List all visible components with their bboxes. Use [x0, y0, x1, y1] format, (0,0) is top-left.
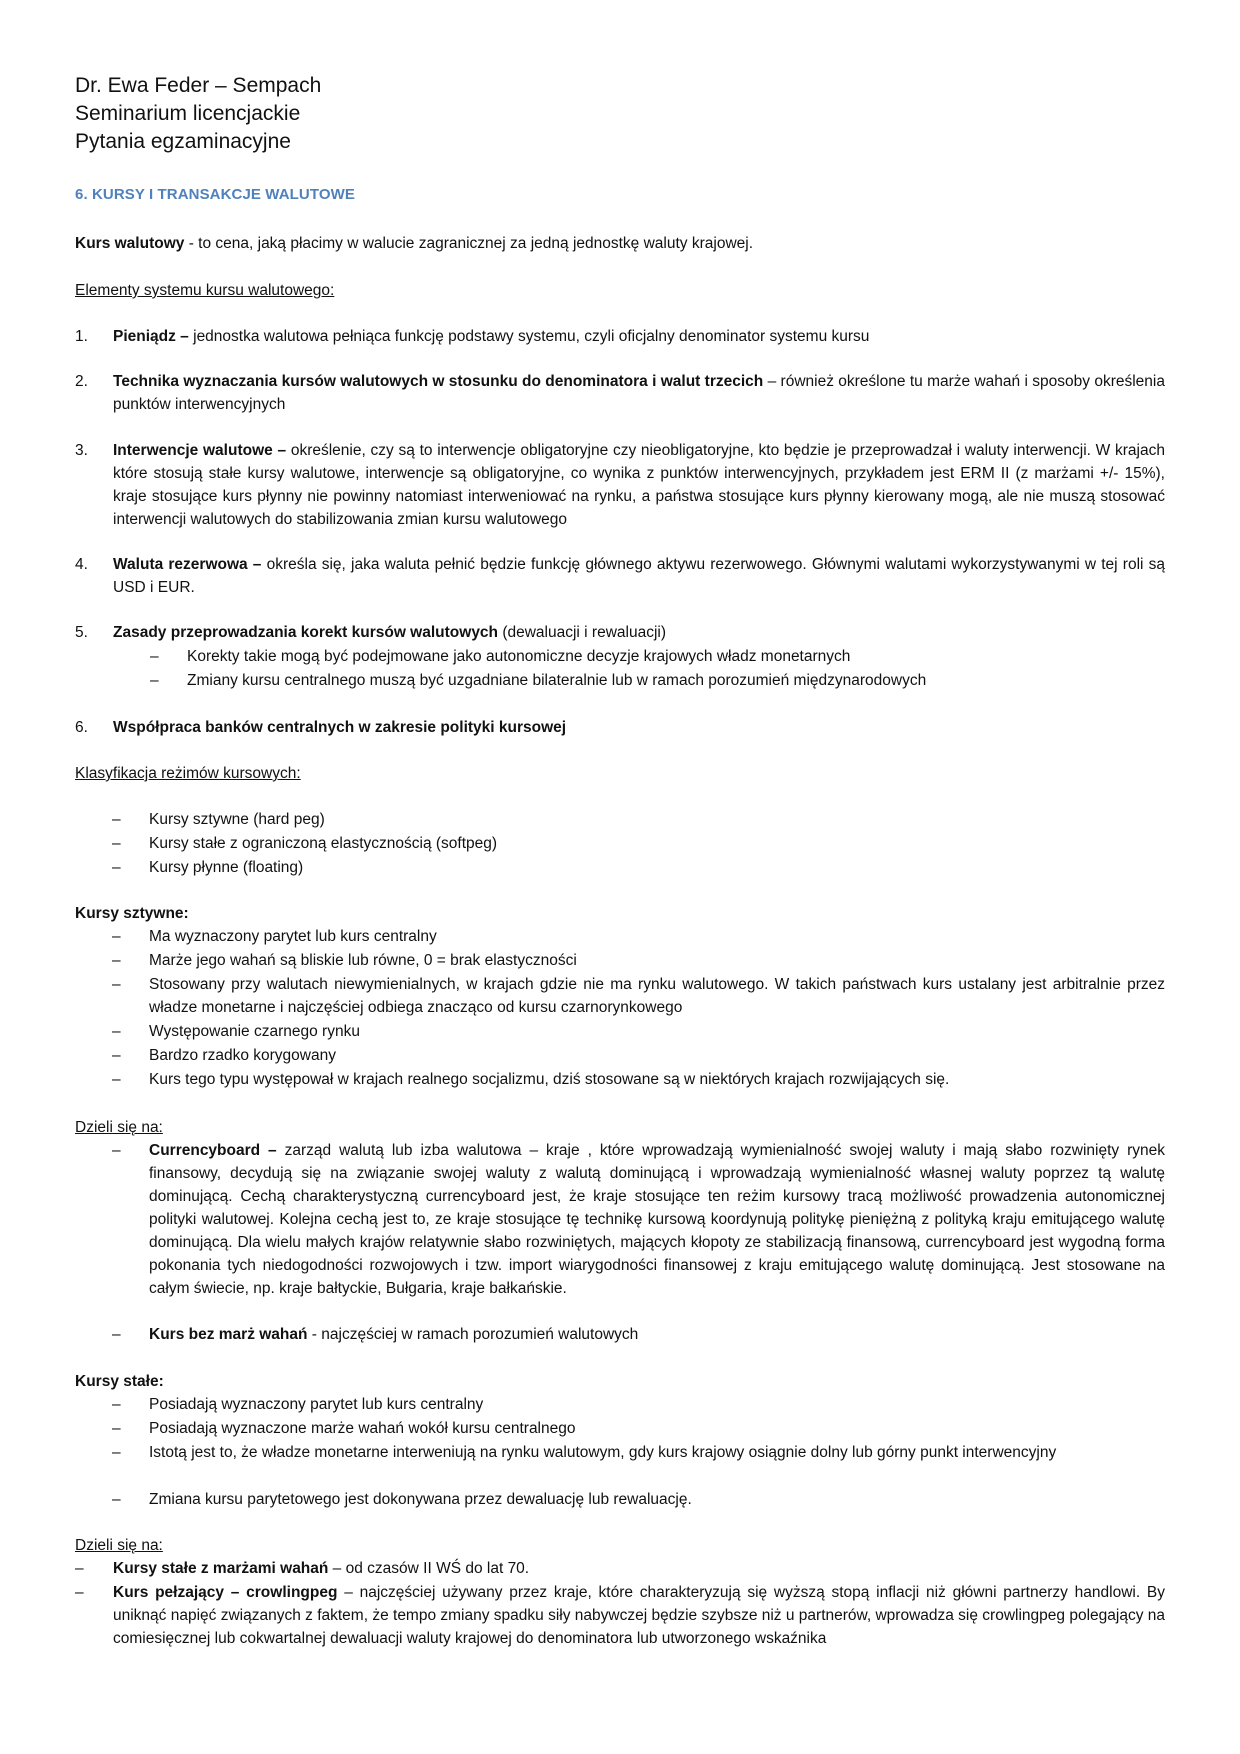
classification-item: Kursy płynne (floating) [149, 859, 304, 876]
document-header [75, 72, 321, 156]
list-item [113, 621, 1165, 644]
sub-item: Zmiany kursu centralnego muszą być uzgadniane bilateralnie lub w ramach porozumień międzynarodowych [187, 672, 927, 689]
elements-heading: Elementy systemu kursu walutowego: [75, 282, 335, 299]
fixed-type-item [113, 1557, 1165, 1580]
dash-bullet: – [150, 672, 159, 689]
dash-bullet: – [112, 1491, 121, 1508]
list-item-text: – również określone tu marże wahań i sposoby określenia punktów interwencyjnych [113, 373, 1165, 413]
dash-bullet: – [112, 859, 121, 876]
rigid-heading: Kursy sztywne: [75, 905, 189, 922]
list-item [113, 553, 1165, 599]
dash-bullet: – [112, 1047, 121, 1064]
divides-heading: Dzieli się na: [75, 1119, 163, 1136]
dash-bullet: – [112, 1420, 121, 1437]
rigid-item: Bardzo rzadko korygowany [149, 1047, 336, 1064]
list-item-term: Waluta rezerwowa – [113, 556, 262, 573]
fixed-item: Zmiana kursu parytetowego jest dokonywana przez dewaluację lub rewaluację. [149, 1491, 692, 1508]
list-item [113, 716, 1165, 739]
dash-bullet: – [112, 1444, 121, 1461]
rigid-type-term: Kurs bez marż wahań [149, 1326, 308, 1343]
course-line: Seminarium licencjackie [75, 102, 301, 125]
list-number: 1. [75, 328, 88, 345]
list-item-term: Współpraca banków centralnych w zakresie polityki kursowej [113, 719, 567, 736]
list-number: 6. [75, 719, 88, 736]
rigid-type-text: zarząd walutą lub izba walutowa – kraje , które wprowadzają wymienialność swojej waluty i mają słabo rozwinięty rynek finansowy, decydują się na związanie swojej waluty z walutą dominującą i wprowadzają wymienialność własnej waluty poprzez tą walutę dominującą. Cechą charakterystyczną currencyboard jest, że kraje stosujące ten reżim kursowy tracą możliwość prowadzenia autonomicznej polityki walutowej. Kolejna cechą jest to, ze kraje stosujące tę technikę kursową koordynują politykę pieniężną z polityką kraju emitującego walutę dominującą. Dla wielu małych krajów relatywnie słabo rozwiniętych, mających kłopoty ze stabilizacją finansową, currencyboard jest wygodną forma pokonania tych niedogodności rozwojowych i tzw. import wiarygodności finansowej z kraju emitującego walutę dominującą. Jest stosowane na całym świecie, np. kraje bałtyckie, Bułgaria, kraje bałkańskie. [149, 1142, 1165, 1297]
section-title: 6. KURSY I TRANSAKCJE WALUTOWE [75, 186, 355, 203]
classification-item: Kursy stałe z ograniczoną elastycznością (softpeg) [149, 835, 498, 852]
dash-bullet: – [112, 1396, 121, 1413]
list-item [113, 370, 1165, 416]
dash-bullet: – [112, 1326, 121, 1343]
dash-bullet: – [75, 1560, 84, 1577]
list-item-term: Technika wyznaczania kursów walutowych w stosunku do denominatora i walut trzecich [113, 373, 764, 390]
rigid-type-item [149, 1139, 1165, 1300]
dash-bullet: – [112, 835, 121, 852]
rigid-type-term: Currencyboard – [149, 1142, 277, 1159]
list-item-term: Zasady przeprowadzania korekt kursów walutowych [113, 624, 499, 641]
list-item [113, 325, 1165, 348]
definition-paragraph [75, 232, 1165, 255]
list-item-text: jednostka walutowa pełniąca funkcję podstawy systemu, czyli oficjalny denominator systemu kursu [188, 328, 870, 345]
rigid-type-text: - najczęściej w ramach porozumień walutowych [307, 1326, 639, 1343]
author-line: Dr. Ewa Feder – Sempach [75, 74, 322, 97]
sub-item: Korekty takie mogą być podejmowane jako autonomiczne decyzje krajowych władz monetarnych [187, 648, 851, 665]
fixed-heading: Kursy stałe: [75, 1373, 164, 1390]
fixed-type-term: Kurs pełzający – crowlingpeg [113, 1584, 338, 1601]
fixed-item: Istotą jest to, że władze monetarne interweniują na rynku walutowym, gdy kurs krajowy osiągnie dolny lub górny punkt interwencyjny [149, 1444, 1057, 1461]
fixed-type-text: – od czasów II WŚ do lat 70. [328, 1560, 530, 1577]
dash-bullet: – [112, 976, 121, 993]
divides-heading: Dzieli się na: [75, 1537, 163, 1554]
list-item-term: Pieniądz – [113, 328, 189, 345]
list-item-text: określenie, czy są to interwencje obligatoryjne czy nieobligatoryjne, kto będzie je przeprowadzał i waluty interwencji. W krajach które stosują stałe kursy walutowe, interwencje są obligatoryjne, co wynika z punktów interwencyjnych, przykładem jest ERM II (z marżami +/- 15%), kraje stosujące kurs płynny nie powinny natomiast interweniować na rynku, a państwa stosujące kurs płynny kierowany mogą, ale nie muszą stosować interwencji walutowych do stabilizowania zmian kursu walutowego [113, 442, 1165, 528]
list-item [113, 439, 1165, 531]
fixed-type-item [113, 1581, 1165, 1650]
rigid-item: Marże jego wahań są bliskie lub równe, 0 = brak elastyczności [149, 952, 577, 969]
dash-bullet: – [75, 1584, 84, 1601]
dash-bullet: – [112, 952, 121, 969]
definition-term: Kurs walutowy [75, 235, 185, 252]
dash-bullet: – [112, 811, 121, 828]
fixed-type-text: – najczęściej używany przez kraje, które charakteryzują się wyższą stopą inflacji niż główni partnerzy handlowi. By uniknąć napięć związanych z faktem, że tempo zmiany spadku siły nabywczej będzie szybsze niż u partnerów, wprowadza się crowlingpeg polegający na comiesięcznej lub cokwartalnej dewaluacji waluty krajowej do denominatora lub utworzonego wskaźnika [113, 1584, 1165, 1647]
dash-bullet: – [112, 1142, 121, 1159]
list-item-text: (dewaluacji i rewaluacji) [498, 624, 667, 641]
list-number: 3. [75, 442, 88, 459]
classification-heading: Klasyfikacja reżimów kursowych: [75, 765, 301, 782]
list-item-text: określa się, jaka waluta pełnić będzie funkcję głównego aktywu rezerwowego. Głównymi walutami wykorzystywanymi w tej roli są USD i EUR. [113, 556, 1165, 596]
dash-bullet: – [150, 648, 159, 665]
dash-bullet: – [112, 1023, 121, 1040]
rigid-type-item [149, 1323, 1165, 1346]
list-number: 5. [75, 624, 88, 641]
subject-line: Pytania egzaminacyjne [75, 130, 291, 153]
rigid-item: Występowanie czarnego rynku [149, 1023, 360, 1040]
rigid-item: Ma wyznaczony parytet lub kurs centralny [149, 928, 437, 945]
list-number: 2. [75, 373, 88, 390]
fixed-item: Posiadają wyznaczone marże wahań wokół kursu centralnego [149, 1420, 576, 1437]
rigid-item: Stosowany przy walutach niewymienialnych, w krajach gdzie nie ma rynku walutowego. W takich państwach kurs ustalany jest arbitralnie przez władze monetarne i najczęściej odbiega znacząco od kursu czarnorynkowego [149, 976, 1165, 1016]
fixed-item: Posiadają wyznaczony parytet lub kurs centralny [149, 1396, 484, 1413]
classification-item: Kursy sztywne (hard peg) [149, 811, 325, 828]
definition-text: - to cena, jaką płacimy w walucie zagranicznej za jedną jednostkę waluty krajowej. [184, 235, 754, 252]
dash-bullet: – [112, 1071, 121, 1088]
list-item-term: Interwencje walutowe – [113, 442, 287, 459]
dash-bullet: – [112, 928, 121, 945]
list-number: 4. [75, 556, 88, 573]
rigid-item: Kurs tego typu występował w krajach realnego socjalizmu, dziś stosowane są w niektórych krajach rozwijających się. [149, 1071, 950, 1088]
fixed-type-term: Kursy stałe z marżami wahań [113, 1560, 329, 1577]
